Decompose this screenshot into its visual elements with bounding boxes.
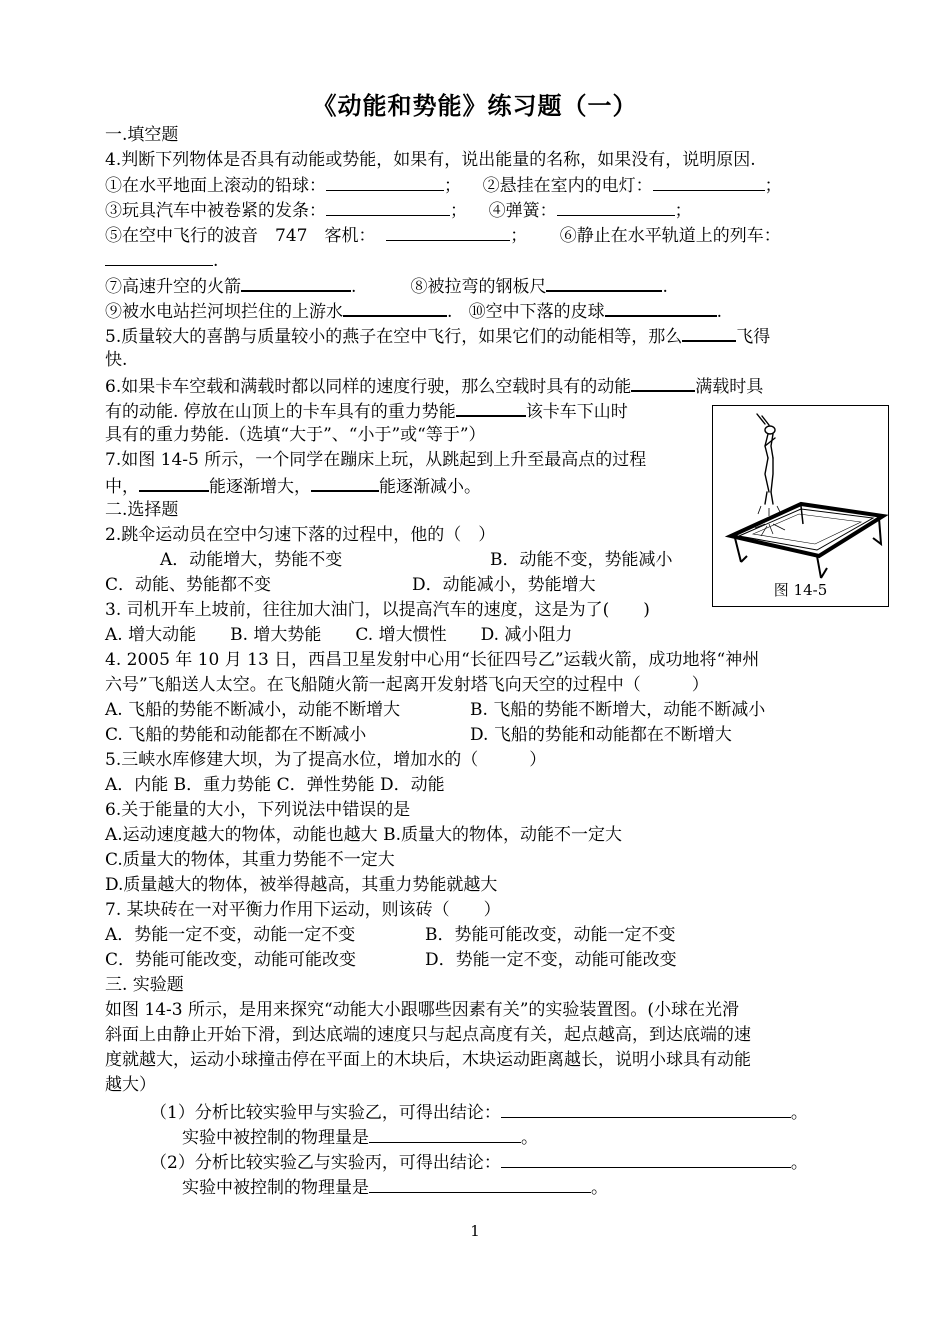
q4-line-6: ⑨被水电站拦河坝拦住的上游水 . ⑩空中下落的皮球 . [105, 298, 722, 324]
q7c-option-a[interactable]: A．势能一定不变，动能一定不变 [105, 925, 356, 945]
part-2-control-prompt: 实验中被控制的物理量是 [182, 1178, 369, 1198]
experiment-part-2 [150, 1150, 808, 1175]
answer-blank[interactable] [631, 373, 695, 392]
experiment-intro-2: 斜面上由静止开始下滑，到达底端的速度只与起点高度有关，起点越高，到达底端的速 [105, 1025, 751, 1045]
q5-line-1 [105, 323, 770, 349]
part-1-control-prompt: 实验中被控制的物理量是 [182, 1128, 369, 1148]
answer-blank[interactable] [369, 1125, 521, 1143]
q2-option-b[interactable]: B．动能不变，势能减小 [490, 550, 673, 570]
q6-line-2 [105, 398, 628, 424]
q4-line-1: ①在水平地面上滚动的铅球： ； ②悬挂在室内的电灯： ； [105, 173, 782, 198]
q4-prompt: 4.判断下列物体是否具有动能或势能，如果有，说出能量的名称，如果没有，说明原因. [105, 150, 756, 170]
experiment-intro-3: 度就越大，运动小球撞击停在平面上的木块后，木块运动距离越长，说明小球具有动能 [105, 1050, 751, 1070]
answer-blank[interactable] [682, 323, 736, 342]
experiment-part-1 [150, 1100, 808, 1125]
period: 。 [521, 1128, 538, 1148]
q4c-option-b[interactable]: B. 飞船的势能不断增大，动能不断减小 [470, 700, 766, 720]
part-2-prompt: （2）分析比较实验乙与实验丙，可得出结论： [150, 1153, 501, 1173]
q7c-option-b[interactable]: B．势能可能改变，动能一定不变 [425, 925, 676, 945]
q4-line-5: ⑦高速升空的火箭 . ⑧被拉弯的钢板尺 . [105, 273, 668, 299]
page-number: 1 [470, 1222, 480, 1240]
q7c-stem: 7. 某块砖在一对平衡力作用下运动，则该砖（ ） [105, 900, 501, 920]
q6-line-3: 具有的重力势能.（选填“大于”、“小于”或“等于”） [105, 425, 486, 445]
q6-text-2: 有的动能. 停放在山顶上的卡车具有的重力势能 [105, 402, 456, 422]
trampoline-drawing [713, 406, 888, 581]
q4c-stem-2: 六号”飞船送人太空。在飞船随火箭一起离开发射塔飞向天空的过程中（ ） [105, 675, 709, 695]
answer-blank[interactable] [311, 473, 379, 492]
q5c-stem: 5.三峡水库修建大坝，为了提高水位，增加水的（ ） [105, 750, 547, 770]
answer-blank[interactable] [501, 1150, 791, 1168]
q5-text: 5.质量较大的喜鹊与质量较小的燕子在空中飞行，如果它们的动能相等，那么 [105, 327, 683, 347]
q7-line-1: 7.如图 14-5 所示，一个同学在蹦床上玩，从跳起到上升至最高点的过程 [105, 450, 647, 470]
section-heading-fill-in: 一.填空题 [105, 125, 179, 145]
q4-line-2: ③玩具汽车中被卷紧的发条： ； ④弹簧： ； [105, 198, 692, 223]
period: 。 [591, 1178, 608, 1198]
q4-line-3: ⑤在空中飞行的波音 747 客机： ； ⑥静止在水平轨道上的列车： [105, 223, 781, 248]
q7c-option-d[interactable]: D．势能一定不变，动能可能改变 [425, 950, 677, 970]
q4-item-5: ⑤在空中飞行的波音 747 客机： [105, 226, 376, 246]
answer-blank[interactable] [326, 173, 444, 191]
q4-item-6: ⑥静止在水平轨道上的列车： [559, 226, 781, 246]
q6c-option-d[interactable]: D.质量越大的物体，被举得越高，其重力势能就越大 [105, 875, 498, 895]
answer-blank[interactable] [501, 1100, 791, 1118]
section-heading-choice: 二.选择题 [105, 500, 179, 520]
experiment-part-1-control [182, 1125, 538, 1150]
experiment-intro-1: 如图 14-3 所示，是用来探究“动能大小跟哪些因素有关”的实验装置图。(小球在光滑 [105, 1000, 740, 1020]
q4c-option-c[interactable]: C. 飞船的势能和动能都在不断减小 [105, 725, 367, 745]
page-title: 《动能和势能》练习题（一） [312, 91, 638, 120]
period: 。 [790, 1103, 808, 1123]
q4c-option-a[interactable]: A. 飞船的势能不断减小，动能不断增大 [105, 700, 401, 720]
answer-blank[interactable] [326, 198, 450, 216]
q2-option-a[interactable]: A．动能增大，势能不变 [160, 550, 343, 570]
q4-item-10: ⑩空中下落的皮球 [468, 302, 605, 322]
q4-item-1: ①在水平地面上滚动的铅球： [105, 176, 326, 196]
q7-text-end: 能逐渐减小。 [379, 477, 481, 497]
q4-item-7: ⑦高速升空的火箭 [105, 277, 241, 297]
q5-line-2: 快. [105, 350, 128, 370]
answer-blank[interactable] [456, 398, 526, 417]
q6-text-2-end: 该卡车下山时 [525, 402, 628, 422]
q2-option-c[interactable]: C．动能、势能都不变 [105, 575, 272, 595]
q3-options[interactable]: A. 增大动能 B. 增大势能 C. 增大惯性 D. 减小阻力 [105, 625, 573, 645]
q7-text: 中， [105, 477, 139, 497]
answer-blank[interactable] [546, 273, 662, 292]
answer-blank[interactable] [241, 273, 351, 292]
q7-text-mid: 能逐渐增大， [209, 477, 311, 497]
answer-blank[interactable] [343, 298, 447, 317]
q6c-stem: 6.关于能量的大小，下列说法中错误的是 [105, 800, 411, 820]
q4c-stem-1: 4. 2005 年 10 月 13 日，西昌卫星发射中心用“长征四号乙”运载火箭，成功地将“神州 [105, 650, 760, 670]
q4-item-3: ③玩具汽车中被卷紧的发条： [105, 201, 326, 221]
q4-line-4: . [105, 248, 218, 273]
q7c-option-c[interactable]: C．势能可能改变，动能可能改变 [105, 950, 357, 970]
q3-stem: 3. 司机开车上坡前，往往加大油门，以提高汽车的速度，这是为了( ) [105, 600, 650, 620]
period: 。 [790, 1153, 808, 1173]
answer-blank[interactable] [557, 198, 675, 216]
q2-option-d[interactable]: D．动能减小，势能增大 [412, 575, 596, 595]
answer-blank[interactable] [139, 473, 209, 492]
q5-text-end: 飞得 [736, 327, 771, 347]
figure-trampoline [712, 405, 889, 607]
q4-item-9: ⑨被水电站拦河坝拦住的上游水 [105, 302, 343, 322]
q6-text-end: 满载时具 [695, 377, 764, 397]
q7-line-2 [105, 473, 481, 499]
q4-item-2: ②悬挂在室内的电灯： [482, 176, 653, 196]
answer-blank[interactable] [369, 1175, 591, 1193]
experiment-intro-4: 越大） [105, 1075, 156, 1095]
q4-item-4: ④弹簧： [488, 201, 557, 221]
q2-stem: 2.跳伞运动员在空中匀速下落的过程中，他的（ ） [105, 525, 496, 545]
experiment-part-2-control [182, 1175, 608, 1200]
q5c-options[interactable]: A．内能 B．重力势能 C．弹性势能 D．动能 [105, 775, 445, 795]
figure-caption: 图 14-5 [773, 581, 828, 599]
q6c-option-ab[interactable]: A.运动速度越大的物体，动能也越大 B.质量大的物体，动能不一定大 [105, 825, 622, 845]
section-heading-experiment: 三. 实验题 [105, 975, 184, 995]
q6-line-1 [105, 373, 763, 399]
answer-blank[interactable] [653, 173, 765, 191]
part-1-prompt: （1）分析比较实验甲与实验乙，可得出结论： [150, 1103, 501, 1123]
q6-text: 6.如果卡车空载和满载时都以同样的速度行驶，那么空载时具有的动能 [105, 377, 632, 397]
answer-blank[interactable] [105, 248, 213, 266]
q6c-option-c[interactable]: C.质量大的物体，其重力势能不一定大 [105, 850, 395, 870]
answer-blank[interactable] [386, 223, 510, 241]
q4-item-8: ⑧被拉弯的钢板尺 [410, 277, 547, 297]
q4c-option-d[interactable]: D. 飞船的势能和动能都在不断增大 [470, 725, 732, 745]
answer-blank[interactable] [605, 298, 717, 317]
